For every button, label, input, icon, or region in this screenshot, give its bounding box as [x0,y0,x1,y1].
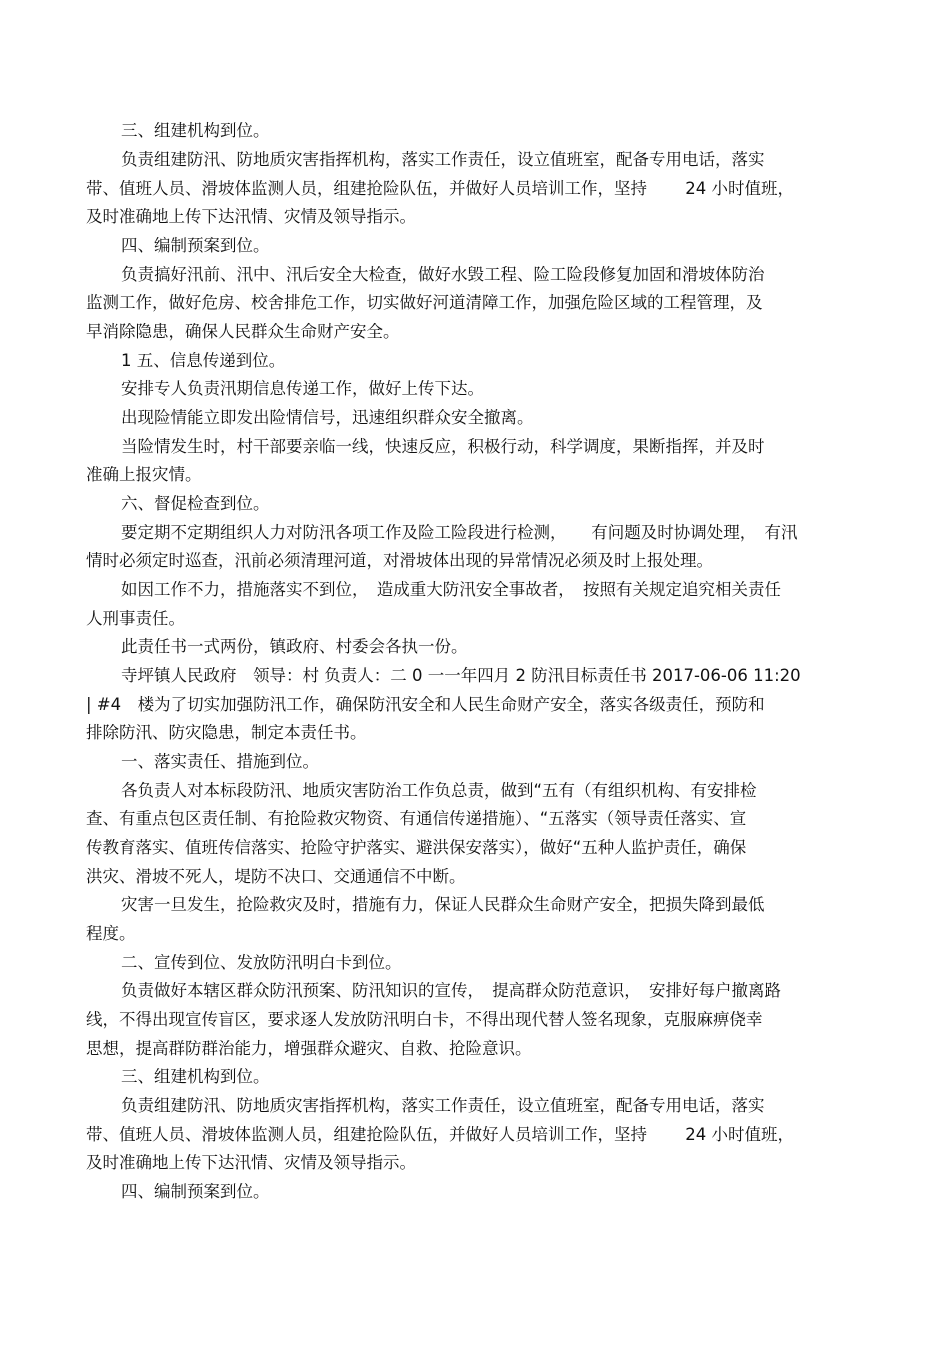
text-line: 早消除隐患，确保人民群众生命财产安全。 [86,322,400,341]
text-line: 传教育落实、值班传信落实、抢险守护落实、避洪保安落实），做好“五种人监护责任，确保 [86,838,747,857]
text-line: 情时必须定时巡查，汛前必须清理河道，对滑坡体出现的异常情况必须及时上报处理。 [86,551,713,570]
text-line: 寺坪镇人民政府 领导：村 负责人：二 0 一一年四月 2 防汛目标责任书 2017-06-06 11:20 [121,666,801,685]
text-line: 排除防汛、防灾隐患，制定本责任书。 [86,723,367,742]
text-line: 此责任书一式两份，镇政府、村委会各执一份。 [121,637,468,656]
text-line: 四、编制预案到位。 [121,1182,270,1201]
text-line: 带、值班人员、滑坡体监测人员，组建抢险队伍，并做好人员培训工作，坚持 24 小时值班， [86,179,794,198]
text-line: 思想，提高群防群治能力，增强群众避灾、自救、抢险意识。 [86,1039,532,1058]
text-line: 二、宣传到位、发放防汛明白卡到位。 [121,953,402,972]
text-line: 各负责人对本标段防汛、地质灾害防治工作负总责，做到“五有（有组织机构、有安排检 [121,781,757,800]
text-line: 灾害一旦发生，抢险救灾及时，措施有力，保证人民群众生命财产安全，把损失降到最低 [121,895,765,914]
text-line: 查、有重点包区责任制、有抢险救灾物资、有通信传递措施）、“五落实（领导责任落实、宣 [86,809,747,828]
text-line: 三、组建机构到位。 [121,1067,270,1086]
text-line: 及时准确地上传下达汛情、灾情及领导指示。 [86,1153,416,1172]
text-line: 要定期不定期组织人力对防汛各项工作及险工险段进行检测， 有问题及时协调处理， 有汛 [121,523,798,542]
text-line: 六、督促检查到位。 [121,494,270,513]
text-line: 1 五、信息传递到位。 [121,351,286,370]
text-line: 四、编制预案到位。 [121,236,270,255]
text-line: 负责组建防汛、防地质灾害指挥机构，落实工作责任，设立值班室，配备专用电话，落实 [121,150,765,169]
text-line: 负责搞好汛前、汛中、汛后安全大检查，做好水毁工程、险工险段修复加固和滑坡体防治 [121,265,765,284]
text-line: 当险情发生时，村干部要亲临一线，快速反应，积极行动，科学调度，果断指挥，并及时 [121,437,765,456]
text-line: 线，不得出现宣传盲区，要求逐人发放防汛明白卡，不得出现代替人签名现象，克服麻痹侥幸 [86,1010,763,1029]
text-line: 负责组建防汛、防地质灾害指挥机构，落实工作责任，设立值班室，配备专用电话，落实 [121,1096,765,1115]
text-line: 带、值班人员、滑坡体监测人员，组建抢险队伍，并做好人员培训工作，坚持 24 小时值班， [86,1125,794,1144]
text-line: 一、落实责任、措施到位。 [121,752,319,771]
text-line: 程度。 [86,924,136,943]
text-line: 三、组建机构到位。 [121,121,270,140]
text-line: 人刑事责任。 [86,609,185,628]
text-line: 出现险情能立即发出险情信号，迅速组织群众安全撤离。 [121,408,534,427]
text-line: 洪灾、滑坡不死人，堤防不决口、交通通信不中断。 [86,867,466,886]
text-line: | #4 楼为了切实加强防汛工作，确保防汛安全和人民生命财产安全，落实各级责任，预防和 [86,695,765,714]
text-line: 安排专人负责汛期信息传递工作，做好上传下达。 [121,379,484,398]
text-line: 负责做好本辖区群众防汛预案、防汛知识的宣传， 提高群众防范意识， 安排好每户撤离路 [121,981,781,1000]
text-line: 如因工作不力，措施落实不到位， 造成重大防汛安全事故者， 按照有关规定追究相关责任 [121,580,781,599]
text-line: 监测工作，做好危房、校舍排危工作，切实做好河道清障工作，加强危险区域的工程管理，及 [86,293,763,312]
text-line: 准确上报灾情。 [86,465,202,484]
text-line: 及时准确地上传下达汛情、灾情及领导指示。 [86,207,416,226]
